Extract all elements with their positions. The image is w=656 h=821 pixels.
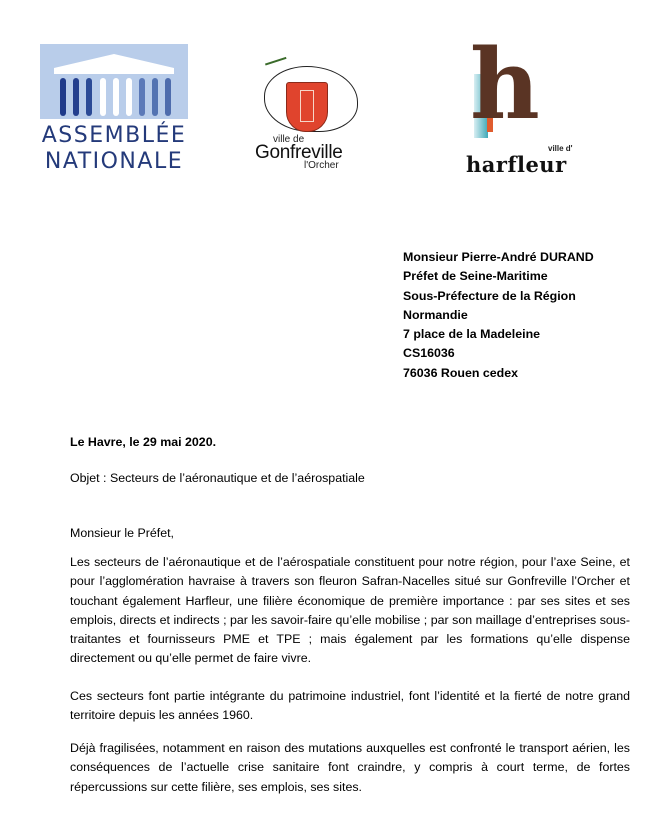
logo-column-icon [86, 78, 92, 116]
logo-text-line: Gonfreville [255, 142, 343, 163]
tower-icon [300, 90, 314, 122]
logo-column-icon [113, 78, 119, 116]
logo-text-line: l'Orcher [304, 160, 339, 171]
recipient-line: 76036 Rouen cedex [403, 365, 519, 380]
logo-column-icon [73, 78, 79, 116]
logo-column-icon [126, 78, 132, 116]
salutation: Monsieur le Préfet, [70, 526, 174, 540]
recipient-line: Normandie [403, 307, 468, 322]
logo-column-icon [100, 78, 106, 116]
assemblee-nationale-logo [40, 44, 188, 176]
recipient-line: CS16036 [403, 346, 455, 361]
logo-h-letter: h [470, 28, 540, 141]
logo-text-line: NATIONALE [44, 149, 184, 174]
recipient-line: Monsieur Pierre-André DURAND [403, 250, 594, 264]
body-paragraph: Les secteurs de l’aéronautique et de l’aérospatiale constituent pour notre région, pour l’axe Seine, et pour l’agglomération havraise à travers son fleuron Safran-Nacelles situé sur Gonfreville l’Orcher et touchant également Harfleur, une filière économique de première importance : par ses sites et ses emplois, directs et indirects ; par les savoir-faire qu’elle mobilise ; par son maillage d’entreprises sous-traitantes et fournisseurs PME et TPE ; mais également par les formations qu’elle dispense directement ou qu’elle permet de faire vivre. [70, 555, 630, 666]
date-line: Le Havre, le 29 mai 2020. [70, 435, 217, 449]
gonfreville-logo [252, 58, 364, 176]
logo-pediment-icon [54, 54, 174, 68]
logo-text-line: ville d' [548, 144, 573, 153]
recipient-line: Préfet de Seine-Maritime [403, 269, 548, 284]
logo-column-icon [165, 78, 171, 116]
logo-text-line: ASSEMBLÉE [41, 123, 187, 148]
logo-text-line: ville de [273, 134, 305, 145]
body-paragraph: Déjà fragilisées, notamment en raison des mutations auxquelles est confronté le transport aérien, les conséquences de l’actuelle crise sanitaire font craindre, y compris à court terme, de fortes répercussions sur cette filière, ses emplois, ses sites. [70, 741, 630, 794]
subject-line: Objet : Secteurs de l’aéronautique et de l’aérospatiale [70, 471, 365, 485]
logo-column-icon [60, 78, 66, 116]
body-paragraph: Ces secteurs font partie intégrante du patrimoine industriel, font l’identité et la fierté de notre grand territoire depuis les années 1960. [70, 689, 630, 723]
logo-column-icon [152, 78, 158, 116]
recipient-line: 7 place de la Madeleine [403, 327, 541, 342]
logo-column-icon [139, 78, 145, 116]
recipient-address [403, 248, 594, 383]
logo-text-line: harfleur [466, 152, 567, 177]
harfleur-logo [462, 28, 574, 177]
logo-entablature [54, 68, 174, 74]
recipient-line: Sous-Préfecture de la Région [403, 288, 576, 303]
